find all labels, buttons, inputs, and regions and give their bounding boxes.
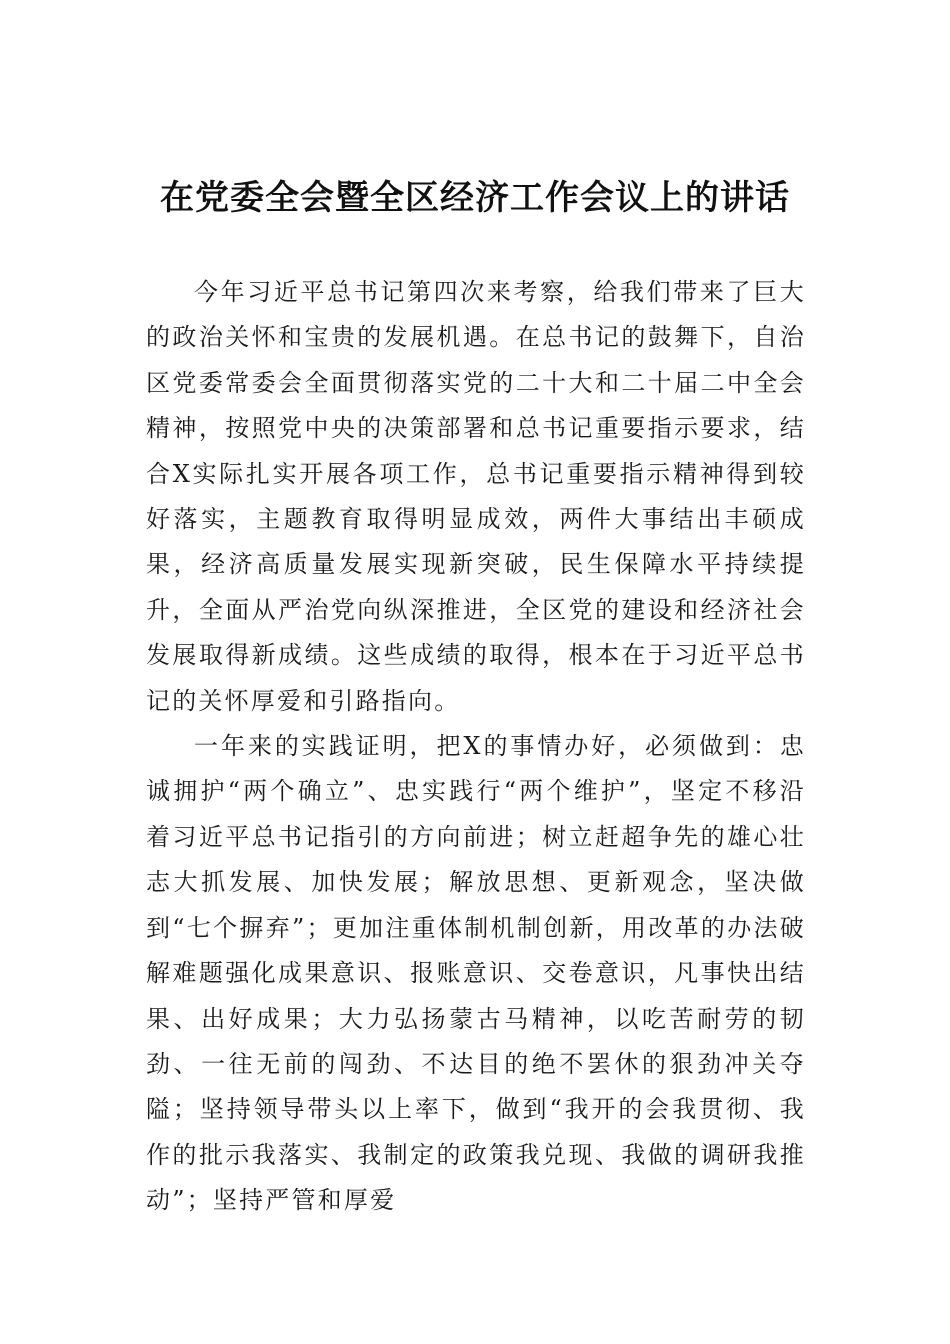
- document-title: 在党委全会暨全区经济工作会议上的讲话: [160, 178, 790, 218]
- paragraph-2: 一年来的实践证明，把X的事情办好，必须做到：忠诚拥护“两个确立”、忠实践行“两个维护”，坚定不移沿着习近平总书记指引的方向前进；树立赶超争先的雄心壮志大抓发展、加快发展；解放思想、更新观念，坚决做到“七个摒弃”；更加注重体制机制创新，用改革的办法破解难题强化成果意识、报账意识、交卷意识，凡事快出结果、出好成果；大力弘扬蒙古马精神，以吃苦耐劳的韧劲、一往无前的闯劲、不达目的绝不罢休的狠劲冲关夺隘；坚持领导带头以上率下，做到“我开的会我贯彻、我作的批示我落实、我制定的政策我兑现、我做的调研我推动”；坚持严管和厚爱: [146, 732, 806, 1215]
- paragraph-1: 今年习近平总书记第四次来考察，给我们带来了巨大的政治关怀和宝贵的发展机遇。在总书记的鼓舞下，自治区党委常委会全面贯彻落实党的二十大和二十届二中全会精神，按照党中央的决策部署和总书记重要指示要求，结合X实际扎实开展各项工作，总书记重要指示精神得到较好落实，主题教育取得明显成效，两件大事结出丰硕成果，经济高质量发展实现新突破，民生保障水平持续提升，全面从严治党向纵深推进，全区党的建设和经济社会发展取得新成绩。这些成绩的取得，根本在于习近平总书记的关怀厚爱和引路指向。: [146, 278, 806, 715]
- document-body: [146, 270, 806, 1224]
